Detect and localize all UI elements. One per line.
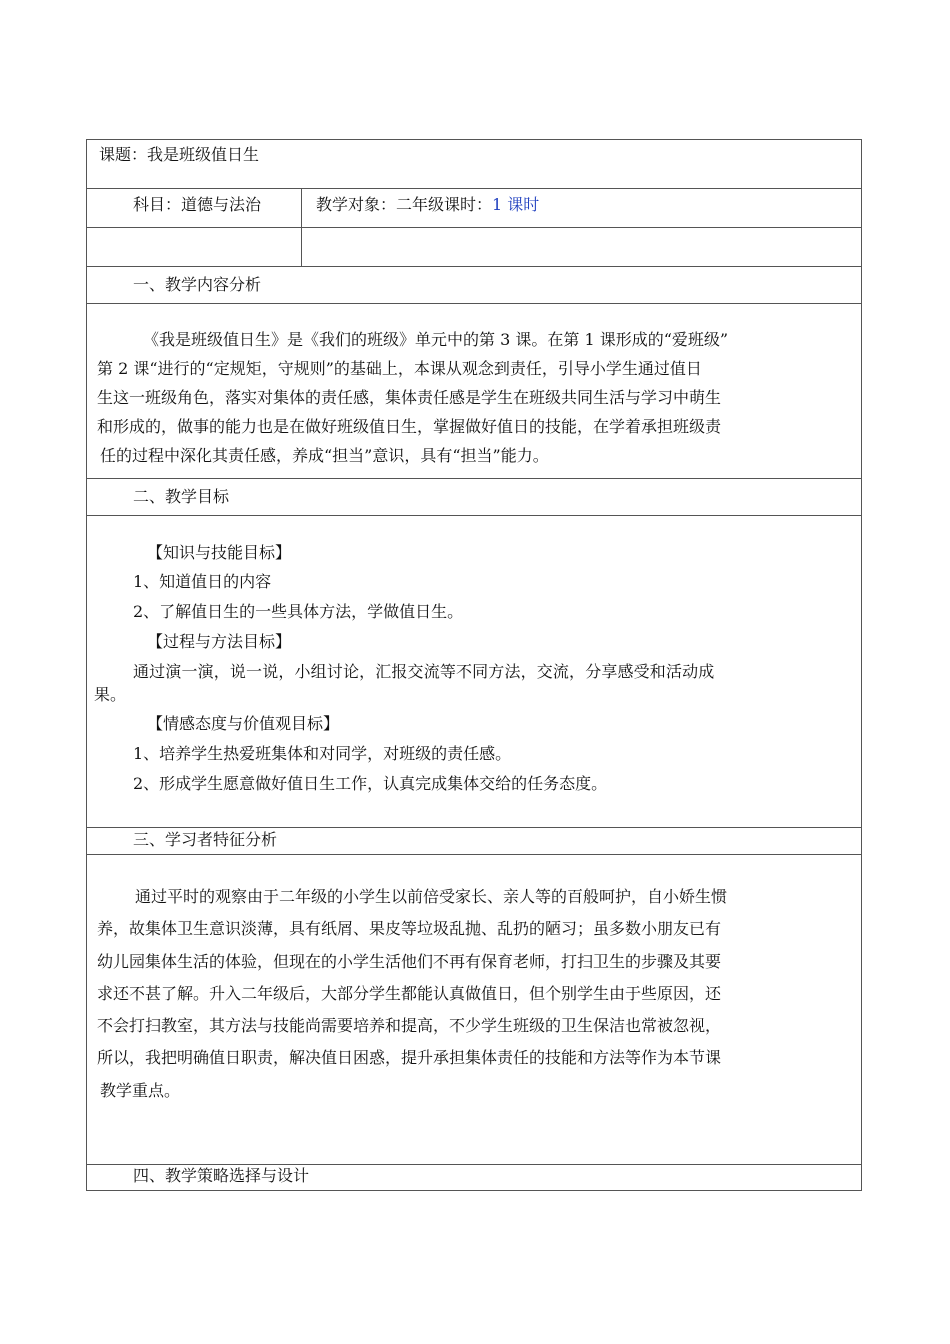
knowledge-item: 2、了解值日生的一些具体方法，学做值日生。 [133,602,464,621]
paragraph-line: 幼儿园集体生活的体验，但现在的小学生活他们不再有保育老师，打扫卫生的步骤及其要 [97,951,722,971]
target-prefix: 教学对象：二年级课时： [316,195,493,214]
lesson-title: 课题：我是班级值日生 [99,145,260,164]
process-text: 通过演一演，说一说，小组讨论，汇报交流等不同方法，交流，分享感受和活动成 [133,662,715,681]
content-analysis-body [87,304,861,479]
knowledge-item: 1、知道值日的内容 [133,572,272,591]
title-row [87,140,861,189]
target-cell [302,189,861,227]
class-hours: 1 课时 [492,195,540,214]
section-heading-text: 四、教学策略选择与设计 [133,1166,310,1185]
learner-analysis-body [87,855,861,1165]
paragraph-line: 不会打扫教室，其方法与技能尚需要培养和提高，不少学生班级的卫生保洁也常被忽视， [97,1016,722,1036]
learner-analysis-paragraph [97,881,853,1107]
blank-cell-left [87,228,302,266]
section-heading-content-analysis [87,267,861,304]
paragraph-line: 生这一班级角色，落实对集体的责任感，集体责任感是学生在班级共同生活与学习中萌生 [97,388,722,407]
info-row [87,189,861,228]
paragraph-line: 求还不甚了解。升入二年级后，大部分学生都能认真做值日，但个别学生由于些原因，还 [97,983,722,1003]
paragraph-line: 《我是班级值日生》是《我们的班级》单元中的第 3 课。在第 1 课形成的“爱班级” [143,330,729,349]
section-heading-learner-analysis [87,828,861,855]
paragraph-line: 所以，我把明确值日职责，解决值日困惑，提升承担集体责任的技能和方法等作为本节课 [97,1048,722,1068]
content-analysis-paragraph [97,325,853,470]
section-heading-strategy [87,1165,861,1191]
paragraph-line: 教学重点。 [100,1080,181,1100]
section-heading-objectives [87,479,861,516]
objectives-body [87,516,861,828]
section-heading-text: 二、教学目标 [133,487,230,506]
lesson-plan-table [86,139,862,1191]
knowledge-title: 【知识与技能目标】 [147,543,292,562]
section-heading-text: 三、学习者特征分析 [133,830,278,849]
paragraph-line: 第 2 课“进行的“定规矩，守规则”的基础上，本课从观念到责任，引导小学生通过值日 [97,359,702,378]
emotion-item: 2、形成学生愿意做好值日生工作，认真完成集体交给的任务态度。 [133,774,608,793]
subject-label: 科目：道德与法治 [133,195,262,214]
process-text: 果。 [94,685,127,704]
target-label [316,195,539,215]
paragraph-line: 养，故集体卫生意识淡薄，具有纸屑、果皮等垃圾乱抛、乱扔的陋习；虽多数小朋友已有 [97,919,722,939]
paragraph-line: 任的过程中深化其责任感，养成“担当”意识，具有“担当”能力。 [100,446,549,465]
paragraph-line: 和形成的，做事的能力也是在做好班级值日生，掌握做好值日的技能，在学着承担班级责 [97,417,722,436]
subject-cell [87,189,302,227]
emotion-item: 1、培养学生热爱班集体和对同学，对班级的责任感。 [133,744,512,763]
blank-cell-right [302,228,861,266]
section-heading-text: 一、教学内容分析 [133,275,262,294]
emotion-title: 【情感态度与价值观目标】 [147,714,340,733]
blank-row [87,228,861,267]
paragraph-line: 通过平时的观察由于二年级的小学生以前倍受家长、亲人等的百般呵护，自小娇生惯 [135,887,728,906]
process-title: 【过程与方法目标】 [147,632,292,651]
